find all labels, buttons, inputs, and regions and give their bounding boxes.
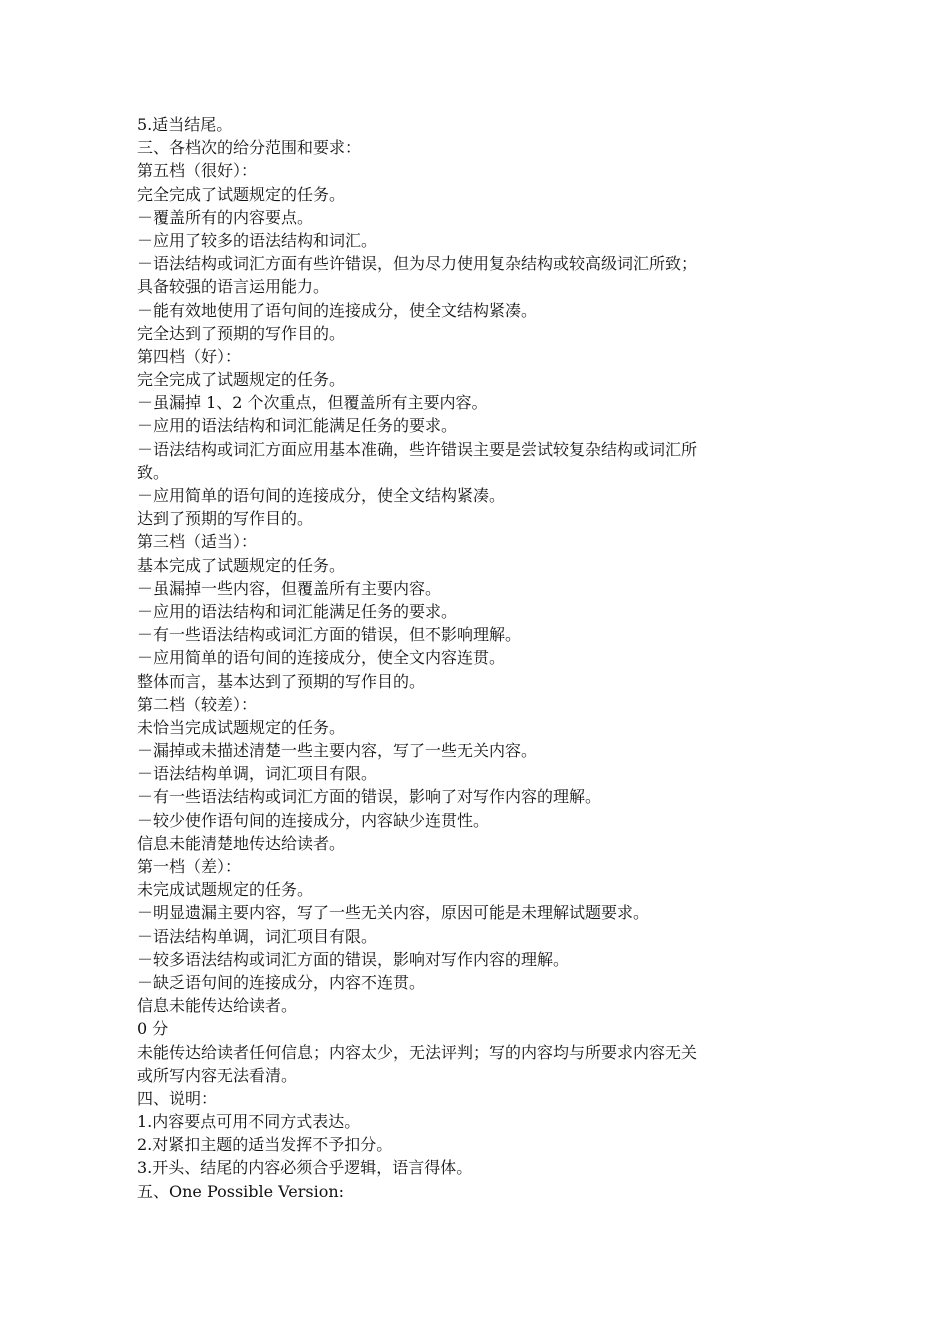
text-line: 整体而言，基本达到了预期的写作目的。: [137, 671, 426, 691]
text-line: －语法结构单调，词汇项目有限。: [137, 926, 378, 946]
section-heading: 五、One Possible Version:: [137, 1181, 345, 1201]
text-line: －有一些语法结构或词汇方面的错误，但不影响理解。: [137, 625, 522, 645]
text-line: 完全完成了试题规定的任务。: [137, 184, 346, 204]
grade-heading: 0 分: [137, 1019, 169, 1039]
text-line: －语法结构或词汇方面有些许错误，但为尽力使用复杂结构或较高级词汇所致；: [137, 254, 698, 274]
text-line: －有一些语法结构或词汇方面的错误，影响了对写作内容的理解。: [137, 787, 602, 807]
text-line: 5.适当结尾。: [137, 115, 233, 134]
text-line: 信息未能传达给读者。: [137, 996, 298, 1016]
text-line: 3.开头、结尾的内容必须合乎逻辑，语言得体。: [137, 1158, 473, 1178]
text-line: －虽漏掉 1、2 个次重点，但覆盖所有主要内容。: [137, 393, 488, 413]
text-line: 致。: [137, 462, 170, 482]
text-line: －应用的语法结构和词汇能满足任务的要求。: [137, 601, 458, 621]
grade-heading: 第五档（很好）：: [137, 161, 258, 181]
text-line: －应用简单的语句间的连接成分，使全文结构紧凑。: [137, 486, 506, 505]
text-line: －覆盖所有的内容要点。: [137, 207, 314, 227]
text-line: 完全达到了预期的写作目的。: [137, 323, 346, 343]
text-line: －能有效地使用了语句间的连接成分，使全文结构紧凑。: [137, 300, 538, 320]
grade-heading: 第一档（差）：: [137, 857, 242, 876]
text-line: －较少使作语句间的连接成分，内容缺少连贯性。: [137, 810, 490, 830]
text-line: 未能传达给读者任何信息；内容太少，无法评判；写的内容均与所要求内容无关: [137, 1042, 698, 1062]
text-line: 1.内容要点可用不同方式表达。: [137, 1112, 361, 1132]
document-page: [137, 113, 815, 1203]
text-line: 基本完成了试题规定的任务。: [137, 555, 346, 575]
text-line: 或所写内容无法看清。: [137, 1065, 298, 1085]
section-heading: 四、说明：: [137, 1088, 218, 1108]
grade-heading: 第三档（适当）：: [137, 532, 258, 552]
text-line: －虽漏掉一些内容，但覆盖所有主要内容。: [137, 578, 442, 598]
text-line: －语法结构或词汇方面应用基本准确，些许错误主要是尝试较复杂结构或词汇所: [137, 439, 698, 459]
text-line: －应用的语法结构和词汇能满足任务的要求。: [137, 416, 458, 436]
text-line: －应用了较多的语法结构和词汇。: [137, 230, 378, 250]
text-line: －漏掉或未描述清楚一些主要内容，写了一些无关内容。: [137, 741, 538, 761]
text-line: 未恰当完成试题规定的任务。: [137, 717, 346, 737]
text-line: 完全完成了试题规定的任务。: [137, 370, 346, 390]
text-line: 信息未能清楚地传达给读者。: [137, 833, 346, 853]
section-heading: 三、各档次的给分范围和要求：: [137, 138, 362, 158]
text-line: －应用简单的语句间的连接成分，使全文内容连贯。: [137, 648, 506, 668]
grade-heading: 第四档（好）：: [137, 346, 242, 366]
text-line: －缺乏语句间的连接成分，内容不连贯。: [137, 972, 426, 992]
text-line: 未完成试题规定的任务。: [137, 880, 314, 900]
text-line: －明显遗漏主要内容，写了一些无关内容，原因可能是未理解试题要求。: [137, 903, 650, 923]
text-line: －较多语法结构或词汇方面的错误，影响对写作内容的理解。: [137, 949, 570, 969]
text-line: 具备较强的语言运用能力。: [137, 277, 330, 297]
text-line: 2.对紧扣主题的适当发挥不予扣分。: [137, 1135, 393, 1155]
text-line: －语法结构单调，词汇项目有限。: [137, 764, 378, 784]
grade-heading: 第二档（较差）：: [137, 694, 258, 714]
text-line: 达到了预期的写作目的。: [137, 509, 314, 529]
